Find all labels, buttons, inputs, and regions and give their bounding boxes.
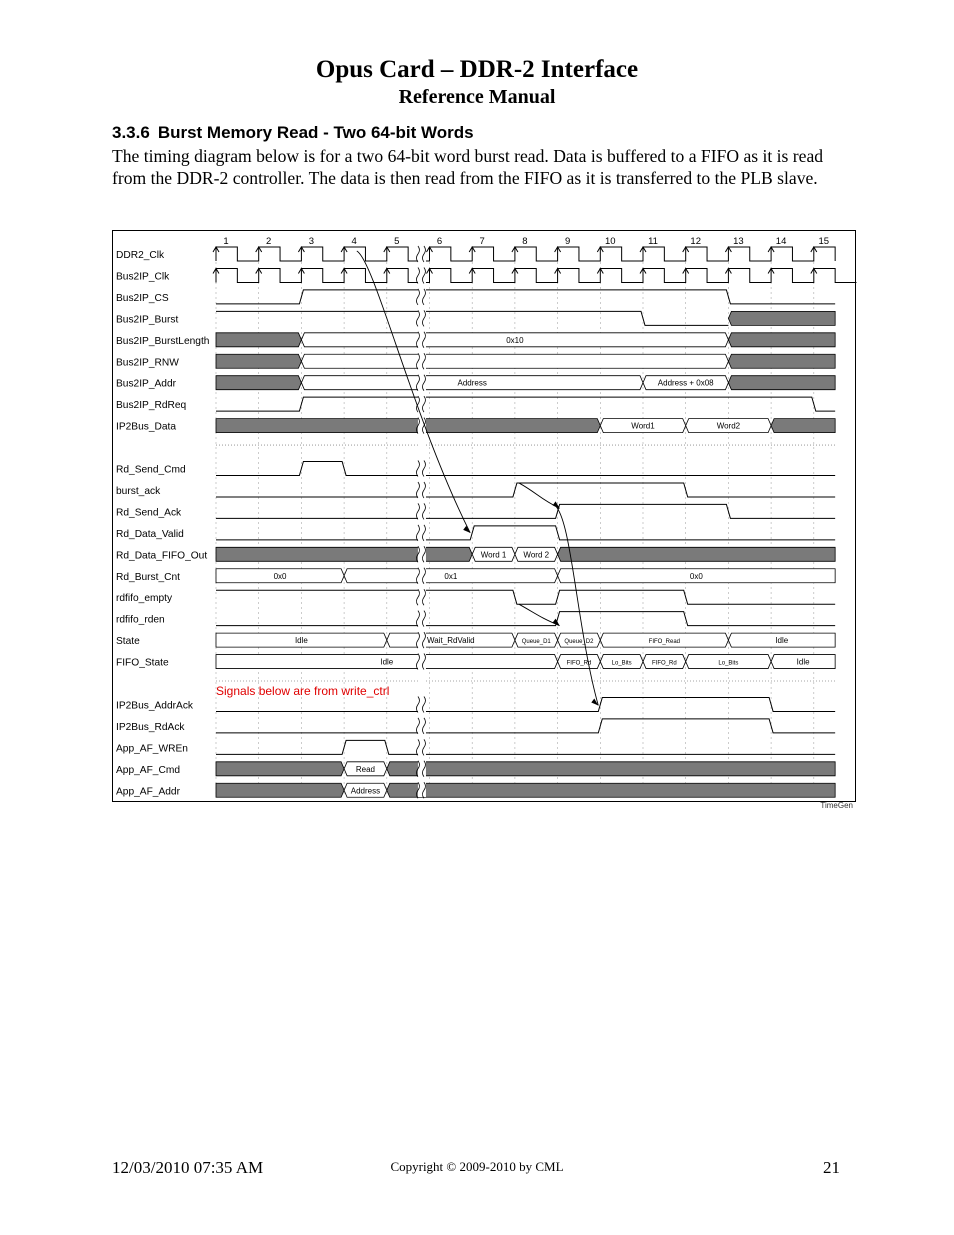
cycle-number-6: 6: [436, 236, 443, 247]
signal-row: [116, 290, 835, 304]
bus-value: Read: [355, 764, 376, 774]
bus-value: 0x10: [506, 335, 524, 345]
signal-label: Bus2IP_RNW: [116, 357, 179, 369]
bus-value: Address + 0x08: [657, 378, 714, 388]
bus-value: Word 1: [480, 550, 507, 560]
waveform: [216, 462, 835, 476]
waveform: [216, 590, 835, 604]
waveform: [216, 290, 835, 304]
signal-label: Bus2IP_BurstLength: [116, 335, 210, 347]
waveform: [216, 397, 835, 411]
section-heading: [112, 123, 474, 143]
causality-arrow: [357, 251, 470, 533]
signal-label: FIFO_State: [116, 657, 169, 669]
bus-value: Address: [350, 786, 381, 796]
signal-row: [116, 783, 835, 797]
signal-row: [116, 590, 835, 604]
signal-row: [116, 268, 857, 282]
signal-label: rdfifo_rden: [116, 614, 165, 626]
footer-page-number: 21: [823, 1158, 840, 1177]
bus-value: Lo_Bits: [611, 660, 632, 667]
undefined-region: [387, 762, 835, 776]
bus-value: Queue_D2: [564, 639, 594, 646]
undefined-region: [216, 419, 600, 433]
waveform: [216, 526, 835, 540]
bus-value: 0x0: [273, 571, 287, 581]
undefined-region: [728, 354, 835, 368]
undefined-region: [216, 333, 301, 347]
bus-value: Queue_D1: [521, 639, 551, 646]
bus-value: Idle: [380, 657, 394, 667]
bus-value: 0x0: [689, 571, 703, 581]
bus-value: FIFO_Rd: [566, 660, 592, 667]
signal-label: Rd_Send_Cmd: [116, 464, 186, 476]
undefined-region: [216, 354, 301, 368]
bus-value: Word 2: [523, 550, 550, 560]
bus-value: Idle: [294, 636, 308, 646]
waveform: [216, 612, 835, 626]
waveform: [216, 719, 835, 733]
signal-label: Bus2IP_Clk: [116, 271, 170, 283]
signal-label: Bus2IP_CS: [116, 292, 169, 304]
cycle-number-9: 9: [564, 236, 571, 247]
signal-row: [116, 547, 835, 561]
undefined-region: [728, 311, 835, 325]
undefined-region: [387, 783, 835, 797]
waveform: [216, 504, 835, 518]
bus-value: Idle: [775, 636, 789, 646]
signal-label: IP2Bus_Data: [116, 421, 177, 433]
signal-row: [116, 247, 835, 261]
signal-row: [116, 655, 835, 669]
signal-row: [116, 569, 835, 583]
cycle-number-10: 10: [605, 236, 616, 247]
cycle-number-5: 5: [394, 236, 400, 247]
bus-value: 0x1: [444, 571, 458, 581]
signal-label: App_AF_Addr: [116, 786, 180, 798]
cycle-number-13: 13: [733, 236, 744, 247]
cycle-number-8: 8: [522, 236, 528, 247]
signal-row: [116, 526, 835, 540]
cycle-number-3: 3: [308, 236, 315, 247]
signal-label: IP2Bus_AddrAck: [116, 700, 194, 712]
causality-arrow: [554, 504, 599, 705]
signal-row: [116, 697, 835, 711]
waveform: [216, 483, 835, 497]
arrowhead: [463, 526, 470, 533]
signal-row: [116, 762, 835, 776]
signal-row: [116, 504, 835, 518]
undefined-region: [771, 419, 835, 433]
cycle-number-2: 2: [266, 236, 272, 247]
bus-value: Wait_RdValid: [427, 636, 475, 646]
bus-value: FIFO_Rd: [652, 660, 677, 667]
signal-row: [116, 633, 835, 647]
bus-value: FIFO_Read: [648, 639, 681, 646]
signal-row: [116, 483, 835, 497]
cycle-number-11: 11: [648, 236, 658, 247]
write-ctrl-annotation: Signals below are from write_ctrl: [216, 684, 390, 698]
signal-row: [116, 376, 835, 390]
signal-row: [116, 740, 835, 754]
signal-row: [116, 612, 835, 626]
signal-label: Rd_Burst_Cnt: [116, 571, 180, 583]
signal-label: burst_ack: [116, 485, 161, 497]
bus-value: Address: [457, 378, 487, 388]
undefined-region: [216, 762, 344, 776]
signal-label: Rd_Data_FIFO_Out: [116, 550, 208, 562]
signal-row: [116, 311, 835, 325]
undefined-region: [728, 333, 835, 347]
timegen-watermark: TimeGen: [820, 801, 853, 810]
bus-segment: [301, 354, 728, 368]
body-paragraph: The timing diagram below is for a two 64-bit word burst read. Data is buffered to a FIFO as it is read from the DDR-2 controller. The data is then read from the FIFO as it is transferred to the PLB slave.: [112, 146, 824, 188]
undefined-region: [558, 547, 836, 561]
bus-value: Word2: [716, 421, 741, 431]
cycle-number-1: 1: [223, 236, 229, 247]
signal-label: rdfifo_empty: [116, 593, 173, 605]
bus-value: Word1: [631, 421, 655, 431]
footer-date: 12/03/2010 07:35 AM: [112, 1158, 264, 1177]
section-number: 3.3.6: [112, 123, 150, 142]
section-title: Burst Memory Read - Two 64-bit Words: [157, 123, 474, 142]
bus-value: Idle: [796, 657, 810, 667]
signal-label: Bus2IP_Burst: [116, 314, 179, 326]
waveform: [216, 247, 835, 261]
cycle-number-7: 7: [479, 236, 485, 247]
page-title: Opus Card – DDR-2 Interface: [315, 56, 639, 83]
cycle-number-12: 12: [690, 236, 701, 247]
timing-diagram: [112, 230, 856, 810]
signal-label: State: [116, 636, 140, 648]
signal-label: DDR2_Clk: [116, 250, 165, 261]
bus-value: Lo_Bits: [718, 660, 739, 667]
signal-row: [116, 719, 835, 733]
undefined-region: [216, 547, 472, 561]
signal-label: IP2Bus_RdAck: [116, 721, 185, 733]
signal-row: [116, 462, 835, 476]
signal-row: [116, 419, 835, 433]
undefined-region: [216, 783, 344, 797]
waveform: [216, 268, 857, 282]
footer-copyright: Copyright © 2009-2010 by CML: [390, 1159, 564, 1174]
waveform: [216, 697, 835, 711]
signal-label: Rd_Send_Ack: [116, 507, 182, 519]
signal-row: [116, 354, 835, 368]
signal-label: App_AF_WREn: [116, 743, 188, 755]
signal-label: App_AF_Cmd: [116, 764, 180, 776]
waveform: [216, 740, 835, 754]
cycle-number-15: 15: [818, 236, 830, 247]
undefined-region: [728, 376, 835, 390]
page-subtitle: Reference Manual: [398, 86, 556, 108]
signal-label: Rd_Data_Valid: [116, 528, 184, 540]
signal-label: Bus2IP_Addr: [116, 378, 177, 390]
signal-row: [116, 397, 835, 411]
signal-label: Bus2IP_RdReq: [116, 400, 187, 412]
undefined-region: [216, 376, 301, 390]
timing-diagram-svg: [113, 231, 855, 810]
cycle-number-4: 4: [351, 236, 357, 247]
cycle-number-14: 14: [775, 236, 787, 247]
signal-row: [116, 333, 835, 347]
time-break-gap: [418, 247, 426, 797]
